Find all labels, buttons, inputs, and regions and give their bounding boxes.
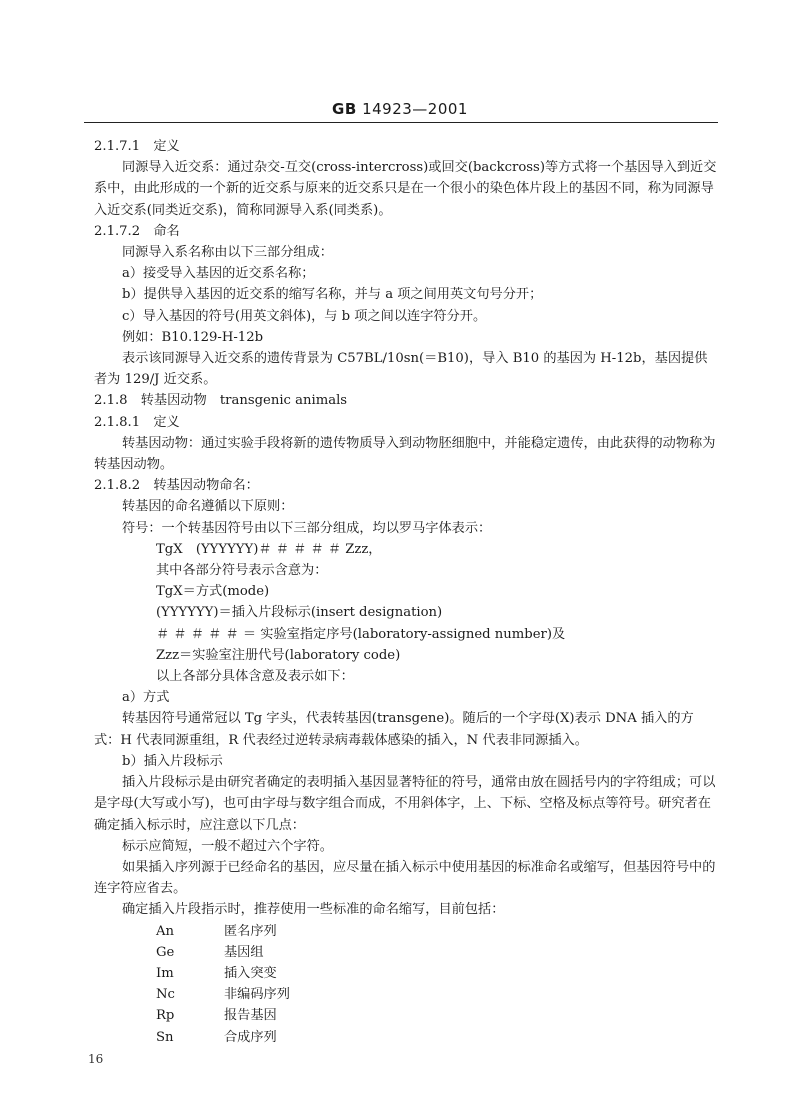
document-body [94, 136, 718, 1048]
paragraph: 表示该同源导入近交系的遗传背景为 C57BL/10sn(＝B10)，导入 B10 的基因为 H-12b，基因提供者为 129/J 近交系。 [94, 351, 708, 388]
abbreviation-code: Im [156, 965, 174, 981]
paragraph: a）接受导入基因的近交系名称； [122, 266, 315, 282]
abbreviation-code: Nc [156, 987, 175, 1003]
page-number: 16 [88, 1052, 104, 1066]
paragraph: c）导入基因的符号(用英文斜体)，与 b 项之间以连字符分开。 [122, 308, 487, 324]
paragraph: TgX＝方式(mode) [156, 584, 270, 600]
page-header [0, 100, 800, 118]
paragraph: 同源导入近交系：通过杂交-互交(cross-intercross)或回交(backcross)等方式将一个基因导入到近交系中，由此形成的一个新的近交系与原来的近交系只是在一个很小的染色体片段上的基因不同，称为同源导入近交系(同类近交系)，简称同源导入系(同类系)。 [94, 160, 717, 218]
paragraph: 标示应简短，一般不超过六个字符。 [122, 838, 333, 854]
paragraph: 以上各部分具体含意及表示如下： [156, 669, 354, 685]
abbreviation-row [122, 1005, 290, 1026]
abbreviation-meaning: 合成序列 [224, 1029, 277, 1045]
abbreviation-meaning: 匿名序列 [224, 923, 277, 939]
paragraph: 同源导入系名称由以下三部分组成： [122, 245, 333, 261]
paragraph: Zzz＝实验室注册代号(laboratory code) [156, 647, 401, 663]
abbreviation-meaning: 非编码序列 [224, 987, 290, 1003]
text-lines [94, 136, 718, 921]
section-heading: 2.1.8.1 定义 [94, 414, 180, 430]
paragraph: b）插入片段标示 [122, 753, 223, 769]
abbreviation-code: Rp [156, 1008, 175, 1024]
abbreviation-table [122, 921, 290, 1048]
abbreviation-meaning: 报告基因 [224, 1008, 277, 1024]
paragraph: TgX (YYYYYY)＃ ＃ ＃ ＃ ＃ Zzz， [156, 541, 382, 557]
paragraph: 符号：一个转基因符号由以下三部分组成，均以罗马字体表示： [122, 520, 492, 536]
paragraph: 例如：B10.129-H-12b [122, 329, 264, 345]
abbreviation-code: Ge [156, 944, 175, 960]
abbreviation-meaning: 基因组 [224, 944, 264, 960]
paragraph: 转基因的命名遵循以下原则： [122, 499, 294, 515]
paragraph: a）方式 [122, 690, 170, 706]
paragraph: 其中各部分符号表示含意为： [156, 563, 328, 579]
abbreviation-row [122, 942, 290, 963]
header-rule [84, 122, 718, 123]
section-heading: 2.1.7.2 命名 [94, 223, 180, 239]
paragraph: 插入片段标示是由研究者确定的表明插入基因显著特征的符号，通常由放在圆括号内的字符组成；可以是字母(大写或小写)，也可由字母与数字组合而成，不用斜体字，上、下标、空格及标点等符号。研究者在确定插入标示时，应注意以下几点： [94, 775, 716, 833]
abbreviation-row [122, 963, 290, 984]
paragraph: 如果插入序列源于已经命名的基因，应尽量在插入标示中使用基因的标准命名或缩写，但基因符号中的连字符应省去。 [94, 859, 716, 897]
standard-number: 14923—2001 [362, 100, 468, 118]
section-heading: 2.1.8.2 转基因动物命名： [94, 478, 259, 494]
paragraph: 确定插入片段指示时，推荐使用一些标准的命名缩写，目前包括： [122, 902, 505, 918]
abbreviation-code: Sn [156, 1029, 174, 1045]
paragraph: (YYYYYY)＝插入片段标示(insert designation) [156, 605, 443, 621]
abbreviation-row [122, 921, 290, 942]
section-heading: 2.1.8 转基因动物 transgenic animals [94, 393, 348, 409]
standard-prefix: GB [332, 100, 357, 118]
paragraph: b）提供导入基因的近交系的缩写名称，并与 a 项之间用英文句号分开； [122, 287, 543, 303]
paragraph: 转基因符号通常冠以 Tg 字头，代表转基因(transgene)。随后的一个字母(X)表示 DNA 插入的方式：H 代表同源重组，R 代表经过逆转录病毒载体感染的插入，N 代表非同源插入。 [94, 711, 694, 748]
abbreviation-row [122, 984, 290, 1005]
paragraph: 转基因动物：通过实验手段将新的遗传物质导入到动物胚细胞中，并能稳定遗传，由此获得的动物称为转基因动物。 [94, 435, 716, 473]
abbreviation-code: An [156, 923, 175, 939]
abbreviation-row [122, 1027, 290, 1048]
section-heading: 2.1.7.1 定义 [94, 139, 180, 154]
paragraph: ＃ ＃ ＃ ＃ ＃ ＝ 实验室指定序号(laboratory-assigned number)及 [156, 626, 566, 642]
abbreviation-meaning: 插入突变 [224, 965, 277, 981]
